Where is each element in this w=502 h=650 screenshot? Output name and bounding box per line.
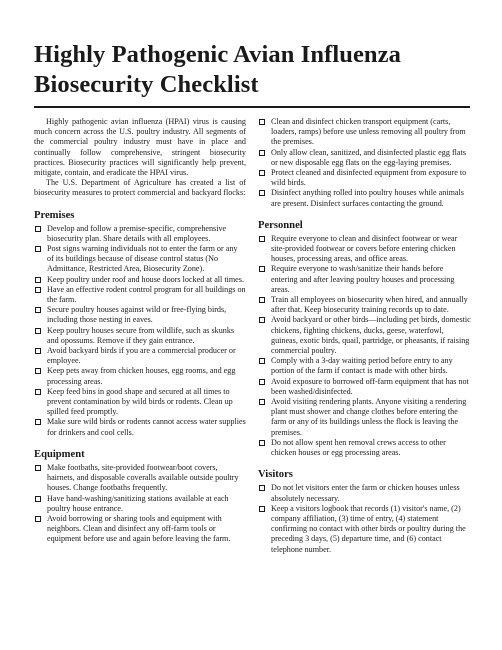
item-text: Disinfect anything rolled into poultry houses while animals are present. Disinfect surfaces contacting the ground. — [271, 188, 464, 208]
premises-heading: Premises — [34, 209, 75, 221]
intro-paragraph-1: Highly pathogenic avian influenza (HPAI) virus is causing much concern across the U.S. poultry industry. All segments of the commercial poultry industry must have in place and continually follow comprehensive, stringent biosecurity practices. Biosecurity practices will significantly help prevent, mitigate, contain, and eradicate the HPAI virus. — [34, 117, 246, 178]
checkbox[interactable] — [259, 317, 265, 323]
checkbox[interactable] — [259, 297, 265, 303]
item-text: Post signs warning individuals not to enter the farm or any of its buildings because of disease control status (No Admittance, Restricted Area, Biosecurity Zone). — [47, 244, 238, 274]
checkbox[interactable] — [35, 368, 41, 374]
checkbox[interactable] — [35, 419, 41, 425]
item-text: Comply with a 3-day waiting period before entry to any portion of the farm if contact is made with other birds. — [271, 356, 453, 376]
item-text: Develop and follow a premise-specific, comprehensive biosecurity plan. Share details with all employees. — [47, 223, 227, 243]
checkbox[interactable] — [35, 328, 41, 334]
checkbox[interactable] — [35, 389, 41, 395]
checkbox[interactable] — [259, 440, 265, 446]
personnel-heading: Personnel — [258, 219, 303, 231]
checkbox[interactable] — [259, 170, 265, 176]
checklist-item — [258, 315, 472, 356]
checklist-item — [258, 483, 472, 503]
visitors-list — [258, 483, 472, 554]
checklist-item — [258, 397, 472, 438]
checkbox[interactable] — [259, 119, 265, 125]
checklist-item — [34, 244, 246, 275]
checklist-item — [34, 224, 246, 244]
checklist-item — [34, 326, 246, 346]
equipment-continued-list — [258, 117, 472, 209]
checklist-item — [34, 285, 246, 305]
checklist-item — [34, 346, 246, 366]
item-text: Do not let visitors enter the farm or chicken houses unless absolutely necessary. — [271, 483, 460, 503]
item-text: Require everyone to wash/sanitize their hands before entering and after leaving poultry houses and processing areas. — [271, 264, 455, 294]
item-text: Secure poultry houses against wild or free-flying birds, including those nesting in eaves. — [47, 305, 227, 325]
checklist-item — [258, 377, 472, 397]
checkbox[interactable] — [259, 379, 265, 385]
checklist-item — [34, 275, 246, 285]
item-text: Keep poultry under roof and house doors locked at all times. — [47, 274, 244, 284]
checkbox[interactable] — [259, 150, 265, 156]
checklist-item — [258, 295, 472, 315]
checkbox[interactable] — [35, 465, 41, 471]
checkbox[interactable] — [259, 236, 265, 242]
item-text: Avoid visiting rendering plants. Anyone visiting a rendering plant must shower and change clothes before entering the farm or any of its buildings unless the flock is leaving the premises. — [271, 397, 467, 437]
checkbox[interactable] — [35, 516, 41, 522]
checkbox[interactable] — [259, 399, 265, 405]
item-text: Keep poultry houses secure from wildlife, such as skunks and opossums. Remove if they gain entrance. — [47, 325, 235, 345]
checkbox[interactable] — [259, 506, 265, 512]
item-text: Avoid backyard or other birds—including pet birds, domestic chickens, fighting chickens, ducks, geese, waterfowl, guineas, exotic birds, quail, partridge, or pheasants, if raising commercial poultry. — [271, 315, 471, 356]
item-text: Require everyone to clean and disinfect footwear or wear site-provided footwear or covers before entering chicken houses, processing areas, and office areas. — [271, 233, 458, 264]
equipment-heading: Equipment — [34, 448, 85, 460]
checkbox[interactable] — [259, 266, 265, 272]
item-text: Make sure wild birds or rodents cannot access water supplies for drinkers and cool cells. — [47, 417, 246, 437]
visitors-heading: Visitors — [258, 469, 293, 481]
item-text: Avoid exposure to borrowed off-farm equipment that has not been washed/disinfected. — [271, 376, 469, 396]
checklist-item — [34, 305, 246, 325]
checkbox[interactable] — [35, 287, 41, 293]
right-column — [258, 117, 472, 555]
title-line-1: Highly Pathogenic Avian Influenza — [34, 41, 401, 68]
checkbox[interactable] — [259, 358, 265, 364]
personnel-list — [258, 234, 472, 458]
item-text: Do not allow spent hen removal crews access to other chicken houses or egg processing areas. — [271, 437, 446, 458]
checkbox[interactable] — [35, 226, 41, 232]
checklist-item — [258, 188, 472, 208]
checklist-item — [258, 168, 472, 188]
checklist-item — [258, 356, 472, 376]
checklist-item — [258, 504, 472, 555]
checklist-item — [34, 387, 246, 418]
checkbox[interactable] — [35, 348, 41, 354]
item-text: Keep a visitors logbook that records (1) visitor's name, (2) company affiliation, (3) time of entry, (4) statement confirming no contact with other birds or poultry during the preceding 3 days, (5) departure time, and (6) contact telephone number. — [271, 503, 466, 554]
item-text: Have hand-washing/sanitizing stations available at each poultry house entrance. — [47, 493, 229, 513]
checklist-item — [34, 463, 246, 494]
item-text: Keep feed bins in good shape and secured at all times to prevent contamination by wild birds or rodents. Clean up spilled feed promptly. — [47, 386, 233, 417]
checkbox[interactable] — [259, 190, 265, 196]
item-text: Avoid backyard birds if you are a commercial producer or employee. — [47, 346, 236, 366]
checklist-item — [258, 148, 472, 168]
checkbox[interactable] — [35, 277, 41, 283]
item-text: Train all employees on biosecurity when hired, and annually after that. Keep biosecurity training records up to date. — [271, 295, 468, 315]
premises-list — [34, 224, 246, 438]
checkbox[interactable] — [35, 246, 41, 252]
checklist-item — [34, 514, 246, 545]
checkbox[interactable] — [35, 307, 41, 313]
equipment-list — [34, 463, 246, 545]
item-text: Only allow clean, sanitized, and disinfected plastic egg flats or new disposable egg flats on the egg-laying premises. — [271, 147, 466, 167]
checklist-item — [34, 417, 246, 437]
intro — [34, 117, 246, 199]
page-title — [34, 40, 474, 100]
item-text: Protect cleaned and disinfected equipment from exposure to wild birds. — [271, 168, 467, 188]
title-line-2: Biosecurity Checklist — [34, 71, 259, 98]
checklist-item — [258, 264, 472, 295]
title-rule — [34, 106, 470, 108]
item-text: Clean and disinfect chicken transport equipment (carts, loaders, ramps) before use unless removing all poultry from the premises. — [271, 117, 466, 147]
checklist-item — [34, 366, 246, 386]
checklist-item — [258, 438, 472, 458]
left-column — [34, 117, 246, 545]
checklist-item — [34, 494, 246, 514]
checklist-item — [258, 117, 472, 148]
item-text: Have an effective rodent control program for all buildings on the farm. — [47, 284, 246, 305]
item-text: Make footbaths, site-provided footwear/boot covers, hairnets, and disposable coveralls available outside poultry houses. Change footbaths frequently. — [47, 462, 239, 493]
item-text: Keep pets away from chicken houses, egg rooms, and egg processing areas. — [47, 366, 236, 386]
checkbox[interactable] — [35, 496, 41, 502]
checklist-item — [258, 234, 472, 265]
item-text: Avoid borrowing or sharing tools and equipment with neighbors. Clean and disinfect any off-farm tools or equipment before use and again before leaving the farm. — [47, 513, 231, 544]
intro-paragraph-2: The U.S. Department of Agriculture has created a list of biosecurity measures to protect commercial and backyard flocks: — [34, 178, 246, 198]
checkbox[interactable] — [259, 485, 265, 491]
